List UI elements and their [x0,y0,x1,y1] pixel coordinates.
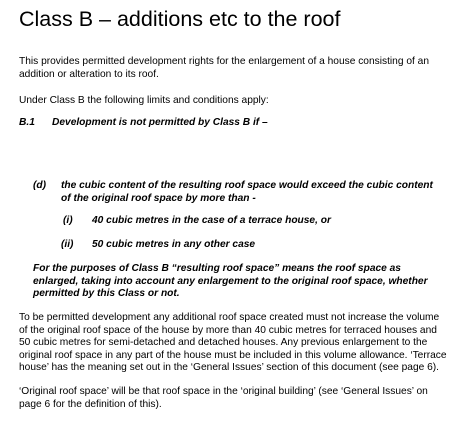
purposes-paragraph: For the purposes of Class B “resulting roof space” means the roof space as enlarged, taking into account any enlargement to the original roof space, whether permitted by this Class or not. [33,263,428,300]
condition-d-item-i-label: (i) [63,215,73,226]
condition-d-item-ii-label: (ii) [61,239,74,250]
b1-number: B.1 [19,117,35,128]
condition-d-item-ii-text: 50 cubic metres in any other case [92,239,256,250]
intro-paragraph: This provides permitted development rights for the enlargement of a house consisting of an addition or alteration to its roof. [19,56,429,80]
condition-d-item-i-text: 40 cubic metres in the case of a terrace house, or [92,215,331,226]
permitted-development-paragraph: To be permitted development any additional roof space created must not increase the volume of the original roof space of the house by more than 40 cubic metres for terraced houses and 50 cubic metres for semi-detached and detached houses. Any previous enlargement to the original roof space in any part of the house must be included in this volume allowance. ‘Terrace house’ has the meaning set out in the ‘General Issues’ section of this document (see page 6). [19,312,447,374]
condition-d-label: (d) [33,180,47,191]
original-roof-space-paragraph: ‘Original roof space’ will be that roof space in the ‘original building’ (see ‘General Issues’ on page 6 for the definition of this). [19,386,428,410]
condition-d-text: the cubic content of the resulting roof space would exceed the cubic content of the original roof space by more than - [61,180,433,204]
b1-heading [19,117,268,130]
limits-intro-paragraph: Under Class B the following limits and conditions apply: [19,95,269,106]
page-title: Class B – additions etc to the roof [19,7,341,31]
b1-text: Development is not permitted by Class B if – [52,117,268,128]
